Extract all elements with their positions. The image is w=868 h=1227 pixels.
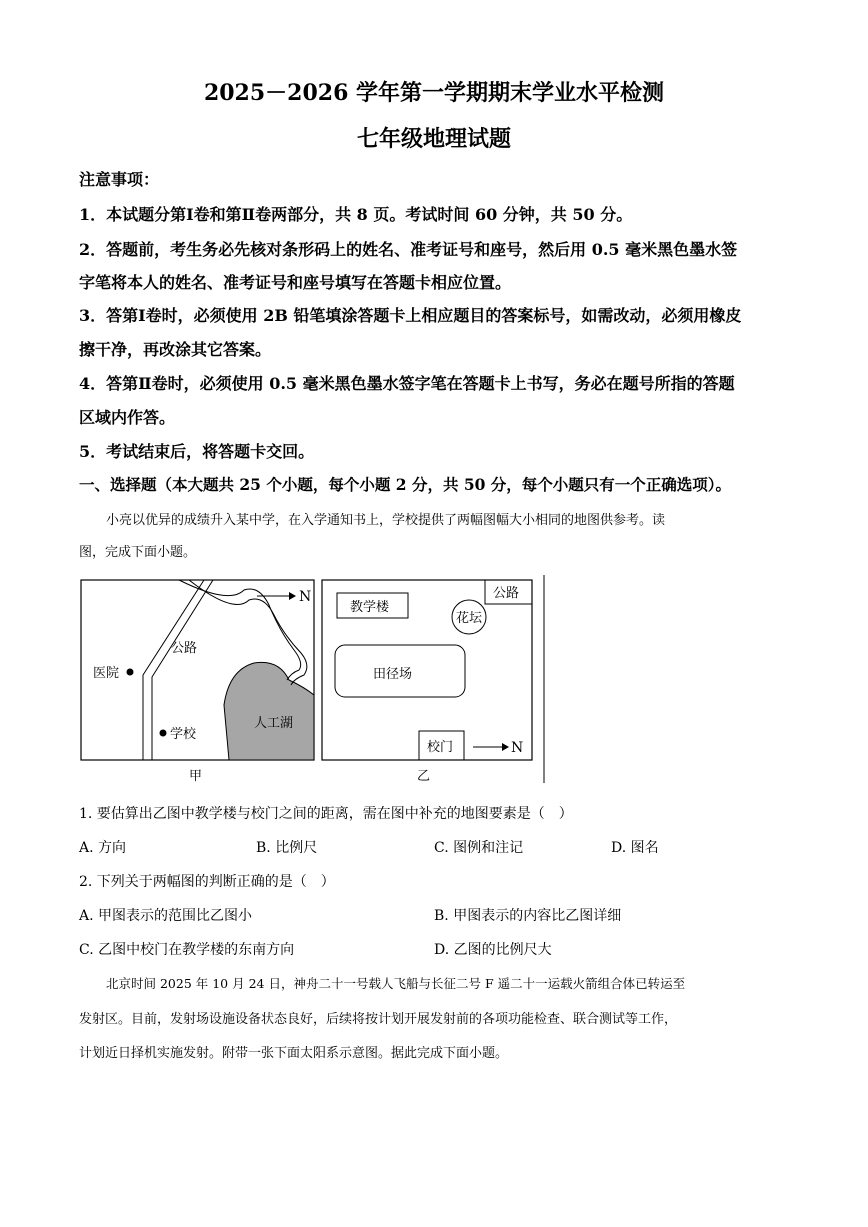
map-yi <box>322 575 544 784</box>
north-label: N <box>299 589 312 605</box>
hospital-label: 医院 <box>93 666 120 681</box>
section-heading: 一、选择题（本大题共 25 个小题，每个小题 2 分，共 50 分，每个小题只有一个正确选项）。 <box>79 475 732 494</box>
north-label-yi: N <box>511 740 524 756</box>
notice-item: 4．答第Ⅱ卷时，必须使用 0.5 毫米黑色墨水签字笔在答题卡上书写，务必在题号所指的答题 <box>79 374 735 393</box>
map-figure <box>79 575 549 790</box>
gate-label: 校门 <box>427 740 454 755</box>
hospital-marker <box>127 669 134 676</box>
school-label: 学校 <box>170 727 197 742</box>
question-1-stem: 1. 要估算出乙图中教学楼与校门之间的距离，需在图中补充的地图要素是（ ） <box>79 806 573 822</box>
notice-item: 区域内作答。 <box>79 408 176 427</box>
road-label: 公路 <box>171 641 198 656</box>
road-label-yi: 公路 <box>493 586 520 601</box>
notice-heading: 注意事项： <box>79 170 160 189</box>
q1-option-a[interactable]: A. 方向 <box>79 840 127 856</box>
notice-item: 擦干净，再改涂其它答案。 <box>79 340 272 359</box>
passage-text: 发射区。目前，发射场设施设备状态良好，后续将按计划开展发射前的各项功能检查、联合测试等工作， <box>79 1012 678 1027</box>
map-jia <box>81 580 314 784</box>
garden-label: 花坛 <box>456 611 483 626</box>
exam-title: 2025－2026 学年第一学期期末学业水平检测 <box>203 80 665 106</box>
lake-label: 人工湖 <box>254 716 294 731</box>
notice-item: 3．答第Ⅰ卷时，必须使用 2B 铅笔填涂答题卡上相应题目的答案标号，如需改动，必须用橡皮 <box>79 306 742 325</box>
passage-text: 图，完成下面小题。 <box>79 545 197 560</box>
passage-text: 小亮以优异的成绩升入某中学，在入学通知书上，学校提供了两幅图幅大小相同的地图供参考。读 <box>106 513 666 528</box>
q2-option-b[interactable]: B. 甲图表示的内容比乙图详细 <box>434 908 622 924</box>
north-arrow-head <box>289 592 296 600</box>
q1-option-b[interactable]: B. 比例尺 <box>256 840 318 856</box>
school-marker <box>160 730 167 737</box>
track-field-label: 田径场 <box>373 667 413 682</box>
q2-option-c[interactable]: C. 乙图中校门在教学楼的东南方向 <box>79 942 295 958</box>
q2-option-a[interactable]: A. 甲图表示的范围比乙图小 <box>79 908 253 924</box>
notice-item: 5．考试结束后，将答题卡交回。 <box>79 442 315 461</box>
map-jia-caption: 甲 <box>189 769 203 784</box>
teaching-building-label: 教学楼 <box>350 600 390 615</box>
passage-text: 计划近日择机实施发射。附带一张下面太阳系示意图。据此完成下面小题。 <box>79 1046 509 1061</box>
north-arrow-yi-head <box>502 743 509 751</box>
passage-text: 北京时间 2025 年 10 月 24 日，神舟二十一号载人飞船与长征二号 F 遥二十一运载火箭组合体已转运至 <box>106 976 686 991</box>
q1-option-d[interactable]: D. 图名 <box>611 840 659 856</box>
notice-item: 2．答题前，考生务必先核对条形码上的姓名、准考证号和座号，然后用 0.5 毫米黑色墨水签 <box>79 240 738 259</box>
notice-item: 1．本试题分第Ⅰ卷和第Ⅱ卷两部分，共 8 页。考试时间 60 分钟，共 50 分。 <box>79 205 633 224</box>
q2-option-d[interactable]: D. 乙图的比例尺大 <box>434 942 552 958</box>
map-yi-caption: 乙 <box>417 769 431 784</box>
exam-subtitle: 七年级地理试题 <box>356 126 511 152</box>
q1-option-c[interactable]: C. 图例和注记 <box>434 840 524 856</box>
question-2-stem: 2. 下列关于两幅图的判断正确的是（ ） <box>79 874 335 890</box>
notice-item: 字笔将本人的姓名、准考证号和座号填写在答题卡相应位置。 <box>79 273 512 292</box>
